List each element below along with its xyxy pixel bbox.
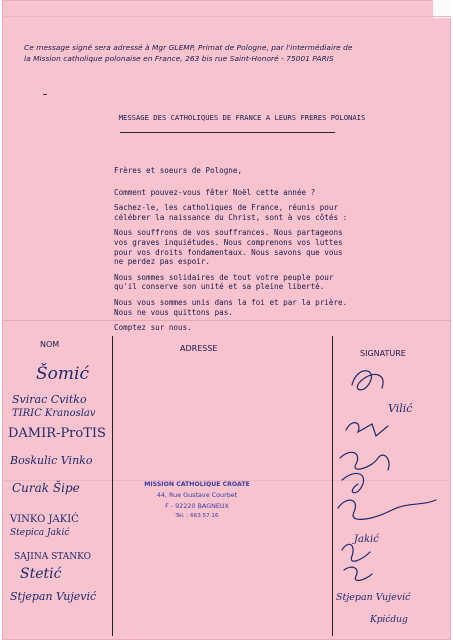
message-paragraph: Nous souffrons de vos souffrances. Nous partageons vos graves inquiétudes. Nous comprenons vos luttes pour vos droits fondamentaux. Nous savons que vous ne perdez pas espoir. xyxy=(114,228,343,267)
message-paragraph: Sachez-le, les catholiques de France, réunis pour célébrer la naissance du Christ, sont à vos côtés : xyxy=(114,203,348,222)
dash-mark xyxy=(43,94,47,95)
message-paragraph: Comptez sur nous. xyxy=(114,323,192,333)
column-divider-left xyxy=(112,336,113,636)
signature-text: Kpićdug xyxy=(370,615,408,625)
handwritten-name: Boskulic Vinko xyxy=(10,454,93,467)
signature-mark xyxy=(344,567,372,580)
signature-mark xyxy=(340,452,389,470)
signature-text: Stjepan Vujević xyxy=(336,592,411,603)
handwritten-name: SAJINA STANKO xyxy=(14,552,91,562)
handwritten-name: Stjepan Vujević xyxy=(10,590,97,603)
message-paragraph: Nous vous sommes unis dans la foi et par la prière. Nous ne vous quittons pas. xyxy=(114,297,348,317)
stamp-line: F - 92220 BAGNEUX xyxy=(165,502,229,510)
signature-mark xyxy=(352,371,383,390)
fold-line-top xyxy=(2,16,451,17)
message-paragraph: Comment pouvez-vous fêter Noël cette année ? xyxy=(114,187,316,197)
handwritten-name: Stetić xyxy=(20,566,62,582)
stamp-line: 44, Rue Gustave Courbet xyxy=(156,491,238,499)
stamp-line: MISSION CATHOLIQUE CROATE xyxy=(144,481,250,488)
message-paragraph: Frères et soeurs de Pologne, xyxy=(114,166,243,175)
signature-scribbles xyxy=(332,360,447,630)
handwritten-name: Curak Šipe xyxy=(12,481,80,495)
handwritten-name: VINKO JAKIĆ xyxy=(10,514,79,525)
message-paragraph: Nous sommes solidaires de tout votre peuple pour qu'il conserve son unité et sa pleine liberté. xyxy=(114,272,334,292)
header-note xyxy=(24,42,424,64)
stamp-line: Tél. : 663.57.16 xyxy=(175,513,219,519)
handwritten-name: Stepica Jakić xyxy=(10,528,70,538)
document-title: MESSAGE DES CATHOLIQUES DE FRANCE A LEURS FRERES POLONAIS xyxy=(118,113,366,122)
message-body xyxy=(114,166,414,339)
signature-mark xyxy=(338,500,436,519)
mission-stamp xyxy=(142,481,252,519)
signature-text: Jakić xyxy=(354,534,379,545)
handwritten-name: TIRIC Kranoslav xyxy=(12,408,96,419)
signature-mark xyxy=(346,423,388,436)
handwritten-name: Svirac Cvitko xyxy=(12,393,87,406)
handwritten-name: Šomić xyxy=(36,364,89,384)
column-header-signature: SIGNATURE xyxy=(360,349,406,358)
column-header-adresse: ADRESSE xyxy=(180,344,218,353)
handwritten-name: DAMIR-ProTIS xyxy=(8,426,106,441)
header-line-2: la Mission catholique polonaise en France, 263 bis rue Saint-Honoré - 75001 PARIS xyxy=(24,54,334,63)
title-underline xyxy=(120,132,335,133)
header-line-1: Ce message signé sera adressé à Mgr GLEMP, Primat de Pologne, par l'intermédiaire de xyxy=(24,43,353,52)
signature-mark xyxy=(342,473,364,492)
column-header-nom: NOM xyxy=(40,340,60,349)
signature-text: Vilić xyxy=(388,402,413,415)
pink-document-sheet xyxy=(2,0,451,640)
signature-mark xyxy=(342,544,370,561)
